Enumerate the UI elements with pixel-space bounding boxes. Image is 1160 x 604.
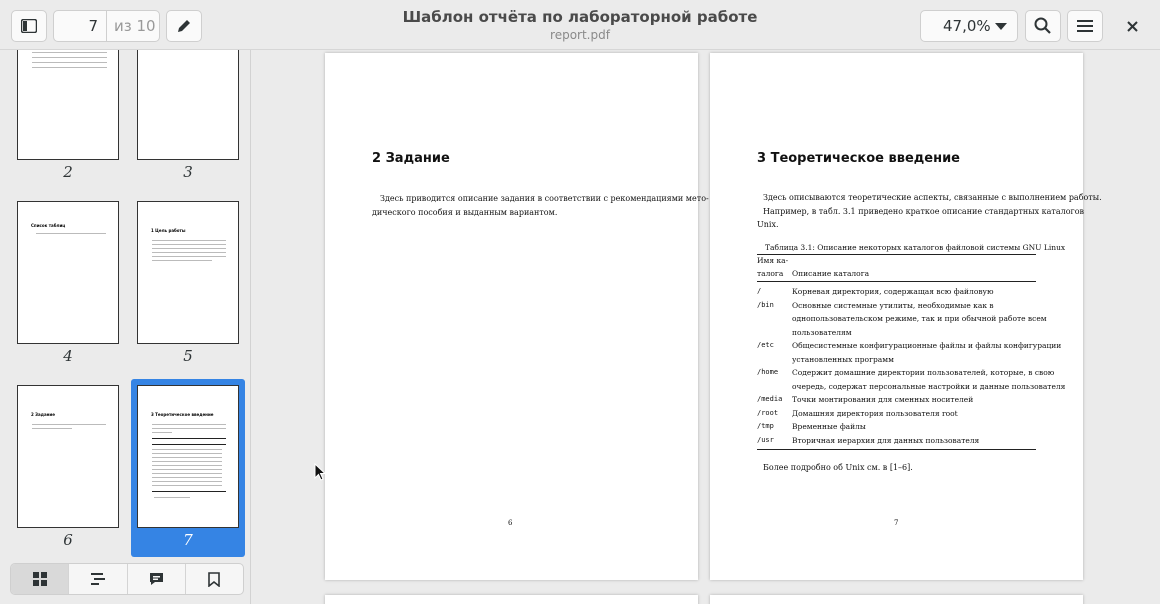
paragraph-line: Например, в табл. 3.1 приведено краткое описание стандартных каталогов [763, 207, 1085, 216]
thumbnails-view-button[interactable] [11, 564, 69, 594]
close-icon [1127, 21, 1138, 32]
thumbnail-page-7[interactable] [137, 385, 239, 528]
close-button[interactable] [1120, 15, 1144, 37]
thumbnail-label: 6 [63, 531, 73, 549]
section-heading: 2 Задание [372, 151, 450, 166]
zoom-select[interactable] [920, 10, 1018, 42]
mouse-cursor-icon [314, 463, 326, 481]
sidebar-icon [21, 19, 37, 33]
pencil-icon [176, 18, 192, 34]
thumbnail-heading: 3 Теоретическое введение [151, 412, 214, 417]
page-9-edge [710, 595, 1083, 604]
sidebar-view-switcher [10, 563, 244, 595]
column-header-name-b: талога [757, 269, 784, 278]
paragraph-line: Unix. [757, 220, 779, 229]
document-title: Шаблон отчёта по лабораторной работе [402, 8, 758, 26]
section-heading: 3 Теоретическое введение [757, 151, 960, 166]
hamburger-icon [1077, 19, 1093, 33]
outline-view-button[interactable] [69, 564, 127, 594]
page-total-label: из 10 [114, 17, 156, 35]
bookmark-icon [208, 572, 220, 587]
thumbnail-heading: 1 Цель работы [151, 228, 186, 233]
sidebar-toggle-button[interactable] [11, 10, 47, 42]
comment-icon [149, 572, 164, 586]
page-8-edge [325, 595, 698, 604]
paragraph-line: дического пособия и выданным вариантом. [372, 208, 558, 217]
paragraph-line: Здесь приводится описание задания в соответствии с рекомендациями мето- [380, 194, 709, 203]
thumbnail-label: 2 [63, 163, 73, 181]
thumbnail-page-3[interactable] [137, 50, 239, 160]
header-bar [0, 0, 1160, 50]
thumbnail-label: 4 [63, 347, 73, 365]
zoom-value: 47,0% [943, 17, 991, 35]
bookmarks-view-button[interactable] [186, 564, 243, 594]
thumbnail-label: 7 [183, 531, 193, 549]
document-filename: report.pdf [550, 28, 610, 42]
column-header-name-a: Имя ка- [757, 256, 789, 265]
page-navigator [53, 10, 160, 42]
current-page-input[interactable]: 7 [88, 17, 98, 35]
page-6 [325, 53, 709, 580]
thumbnail-sidebar [0, 50, 251, 604]
search-button[interactable] [1025, 10, 1061, 42]
page-7: 3 Теоретическое введение Здесь описываются теоретические аспекты, связанные с выполнением работы. Например, в табл. 3.1 приведено краткое описание стандартных каталогов Unix. Таблица 3.1: Описание некоторых каталогов файловой системы GNU Linux Имя ка- талога Описание каталога / Корневая директория, содержащая всю файловую /bin Основные системные утилиты, необходимые как в однопользовательском режиме, так и при обычной работе всем пользователям /etc Общесистемные конфигурационные файлы и файлы конфигурации установленных программ /home Содержит домашние директории пользователей, которые, в свою очередь, содержат персональные настройки и данные пользователя /media Точки монтирования для сменных носителей /root Домашняя директория пользователя root /tmp Временные файлы /usr Вторичная иерархия для данных пользователя Более подробно об Unix см. в [1–6]. 7 [710, 53, 1083, 580]
paragraph-line: Здесь описываются теоретические аспекты, связанные с выполнением работы. [763, 193, 1102, 202]
annotations-view-button[interactable] [128, 564, 186, 594]
outline-icon [91, 573, 105, 585]
column-header-description: Описание каталога [792, 269, 870, 278]
thumbnail-label: 5 [183, 347, 193, 365]
thumbnail-label: 3 [183, 163, 193, 181]
grid-icon [33, 572, 47, 586]
main-menu-button[interactable] [1067, 10, 1103, 42]
table-top-rule [757, 254, 1036, 255]
thumbnail-page-5[interactable] [137, 201, 239, 344]
annotate-button[interactable] [166, 10, 202, 42]
thumbnail-page-4[interactable] [17, 201, 119, 344]
thumbnail-heading: 2 Задание [31, 412, 55, 417]
thumbnail-page-6[interactable] [17, 385, 119, 528]
document-view[interactable] [252, 50, 1160, 604]
table-mid-rule [757, 281, 1036, 282]
chevron-down-icon [995, 23, 1007, 31]
paragraph-line: Более подробно об Unix см. в [1–6]. [763, 463, 913, 472]
thumbnail-page-2[interactable] [17, 50, 119, 160]
page-number: 6 [508, 519, 513, 527]
page-number: 7 [894, 519, 899, 527]
table-caption: Таблица 3.1: Описание некоторых каталогов файловой системы GNU Linux [765, 243, 1066, 252]
thumbnail-heading: Список таблиц [31, 223, 66, 228]
table-bottom-rule [757, 449, 1036, 450]
search-icon [1034, 17, 1052, 35]
